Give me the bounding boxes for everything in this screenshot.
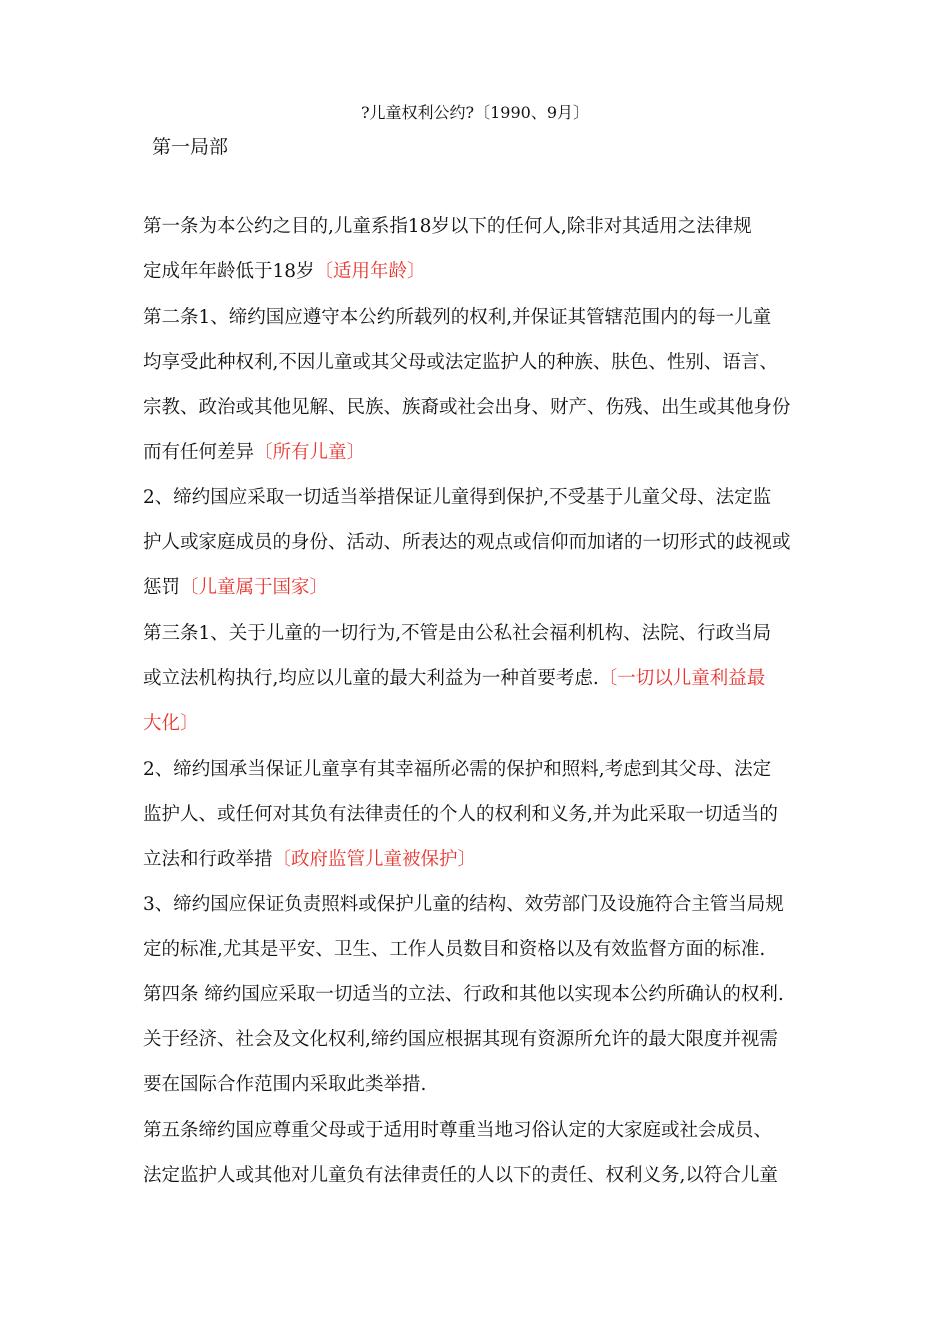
line-text: 定成年年龄低于18岁	[143, 261, 315, 282]
text-line	[143, 531, 791, 555]
line-annotation: 〔所有儿童〕	[254, 442, 366, 463]
line-text: 2、缔约国承当保证儿童享有其幸福所必需的保护和照料,考虑到其父母、法定	[143, 759, 772, 780]
line-text: 第二条1、缔约国应遵守本公约所载列的权利,并保证其管辖范围内的每一儿童	[143, 307, 772, 328]
text-line	[143, 803, 778, 827]
line-text: 定的标准,尤其是平安、卫生、工作人员数目和资格以及有效监督方面的标准.	[143, 939, 766, 960]
line-text: 立法和行政举措	[143, 849, 273, 870]
line-text: 3、缔约国应保证负责照料或保护儿童的结构、效劳部门及设施符合主管当局规	[143, 894, 784, 915]
text-line	[143, 1119, 772, 1143]
line-annotation: 〔适用年龄〕	[314, 261, 426, 282]
line-text: 第五条缔约国应尊重父母或于适用时尊重当地习俗认定的大家庭或社会成员、	[143, 1120, 773, 1141]
text-line	[143, 441, 365, 465]
text-line	[143, 1073, 426, 1097]
text-line	[143, 1028, 778, 1052]
line-text: 宗教、政治或其他见解、民族、族裔或社会出身、财产、伤残、出生或其他身份	[143, 397, 791, 418]
line-text: 关于经济、社会及文化权利,缔约国应根据其现有资源所允许的最大限度并视需	[143, 1029, 778, 1050]
document-title: ?儿童权利公约?〔1990、9月〕	[360, 103, 590, 122]
line-annotation: 〔儿童属于国家〕	[180, 577, 329, 598]
line-text: 护人或家庭成员的身份、活动、所表达的观点或信仰而加诸的一切形式的歧视或	[143, 532, 791, 553]
line-text: 2、缔约国应采取一切适当举措保证儿童得到保护,不受基于儿童父母、法定监	[143, 487, 772, 508]
line-text: 惩罚	[143, 577, 181, 598]
line-text: 或立法机构执行,均应以儿童的最大利益为一种首要考虑.	[143, 668, 599, 689]
text-line	[143, 622, 771, 646]
section-heading: 第一局部	[152, 136, 229, 158]
line-annotation: 大化〕	[143, 713, 199, 734]
line-annotation: 〔政府监管儿童被保护〕	[272, 849, 477, 870]
text-line	[143, 848, 476, 872]
text-line	[143, 712, 199, 736]
text-line	[143, 306, 771, 330]
line-text: 均享受此种权利,不因儿童或其父母或法定监护人的种族、肤色、性别、语言、	[143, 352, 778, 373]
text-line	[143, 351, 778, 375]
line-text: 第一条为本公约之目的,儿童系指18岁以下的任何人,除非对其适用之法律规	[143, 216, 752, 237]
line-text: 要在国际合作范围内采取此类举措.	[143, 1074, 427, 1095]
text-line	[143, 260, 426, 284]
line-text: 而有任何差异	[143, 442, 255, 463]
text-line	[143, 576, 328, 600]
text-line	[143, 396, 791, 420]
text-line	[143, 938, 765, 962]
text-line	[143, 983, 784, 1007]
line-annotation: 〔一切以儿童利益最	[598, 668, 766, 689]
text-line	[143, 215, 752, 239]
line-text: 第四条 缔约国应采取一切适当的立法、行政和其他以实现本公约所确认的权利.	[143, 984, 784, 1005]
text-line	[143, 1164, 778, 1188]
line-text: 第三条1、关于儿童的一切行为,不管是由公私社会福利机构、法院、行政当局	[143, 623, 772, 644]
line-text: 法定监护人或其他对儿童负有法律责任的人以下的责任、权利义务,以符合儿童	[143, 1165, 778, 1186]
line-text: 监护人、或任何对其负有法律责任的个人的权利和义务,并为此采取一切适当的	[143, 804, 778, 825]
text-line	[143, 667, 765, 691]
text-line	[143, 893, 784, 917]
text-line	[143, 486, 771, 510]
text-line	[143, 758, 771, 782]
